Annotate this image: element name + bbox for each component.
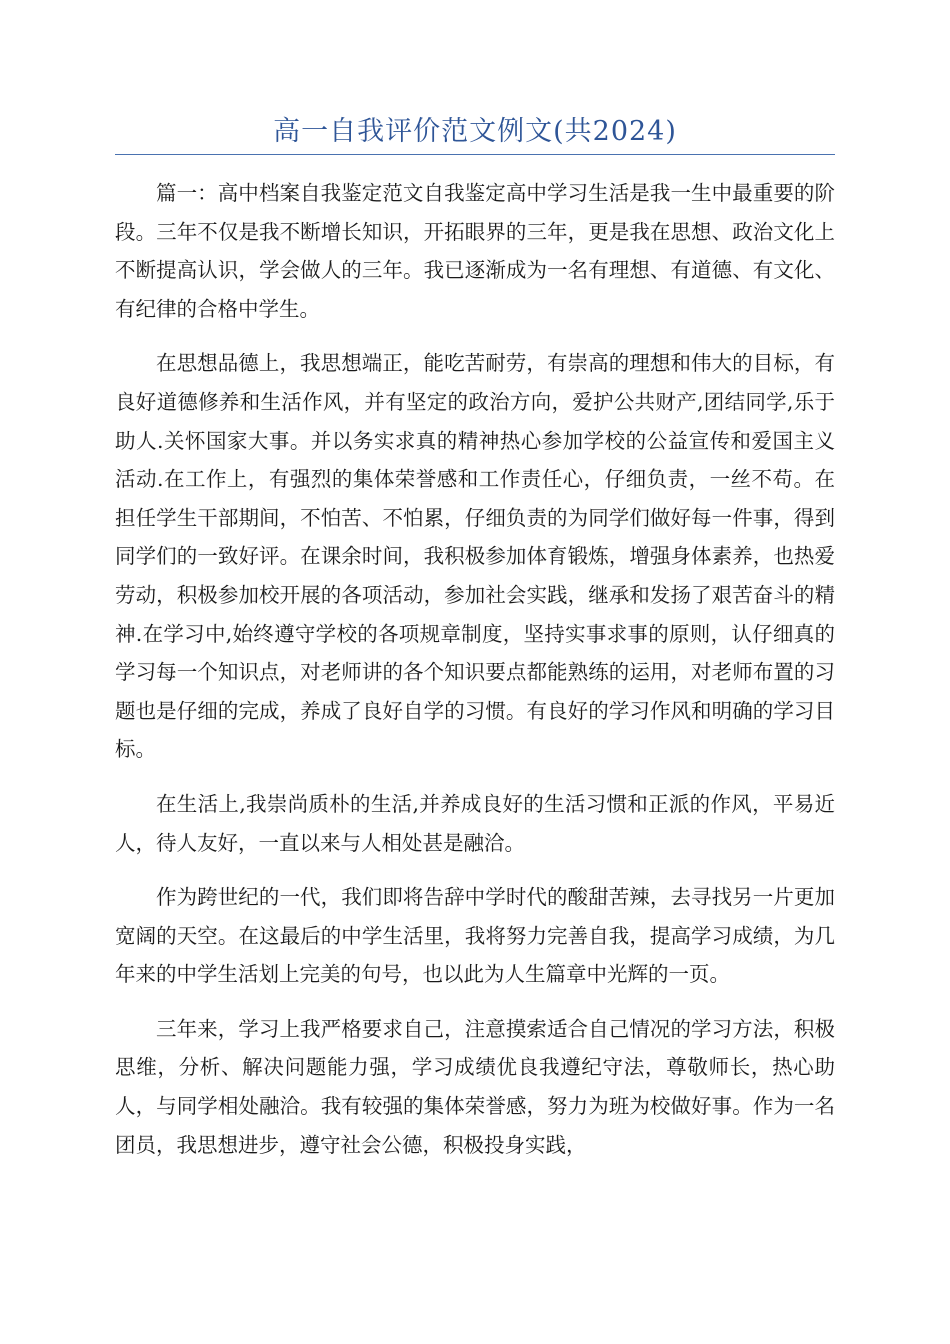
document-body (115, 174, 835, 1180)
paragraph-5: 三年来，学习上我严格要求自己，注意摸索适合自己情况的学习方法，积极思维，分析、解决问题能力强，学习成绩优良我遵纪守法，尊敬师长，热心助人，与同学相处融洽。我有较强的集体荣誉感，努力为班为校做好事。作为一名团员，我思想进步，遵守社会公德，积极投身实践， (115, 1016, 835, 1157)
title-underline (115, 154, 835, 155)
paragraph-2: 在思想品德上，我思想端正，能吃苦耐劳，有崇高的理想和伟大的目标，有良好道德修养和生活作风，并有坚定的政治方向，爱护公共财产,团结同学,乐于助人.关怀国家大事。并以务实求真的精神热心参加学校的公益宣传和爱国主义活动.在工作上，有强烈的集体荣誉感和工作责任心，仔细负责，一丝不苟。在担任学生干部期间，不怕苦、不怕累，仔细负责的为同学们做好每一件事，得到同学们的一致好评。在课余时间，我积极参加体育锻炼，增强身体素养，也热爱劳动，积极参加校开展的各项活动，参加社会实践，继承和发扬了艰苦奋斗的精神.在学习中,始终遵守学校的各项规章制度，坚持实事求事的原则，认仔细真的学习每一个知识点，对老师讲的各个知识要点都能熟练的运用，对老师布置的习题也是仔细的完成，养成了良好自学的习惯。有良好的学习作风和明确的学习目标。 (115, 351, 835, 762)
paragraph-1: 篇一：高中档案自我鉴定范文自我鉴定高中学习生活是我一生中最重要的阶段。三年不仅是我不断增长知识，开拓眼界的三年，更是我在思想、政治文化上不断提高认识，学会做人的三年。我已逐渐成为一名有理想、有道德、有文化、有纪律的合格中学生。 (115, 181, 835, 321)
document-title: 高一自我评价范文例文(共2024) (273, 116, 677, 147)
paragraph-3: 在生活上,我崇尚质朴的生活,并养成良好的生活习惯和正派的作风，平易近人，待人友好，一直以来与人相处甚是融洽。 (115, 791, 835, 855)
paragraph-4: 作为跨世纪的一代，我们即将告辞中学时代的酸甜苦辣，去寻找另一片更加宽阔的天空。在这最后的中学生活里，我将努力完善自我，提高学习成绩，为几年来的中学生活划上完美的句号，也以此为人生篇章中光辉的一页。 (115, 885, 835, 987)
